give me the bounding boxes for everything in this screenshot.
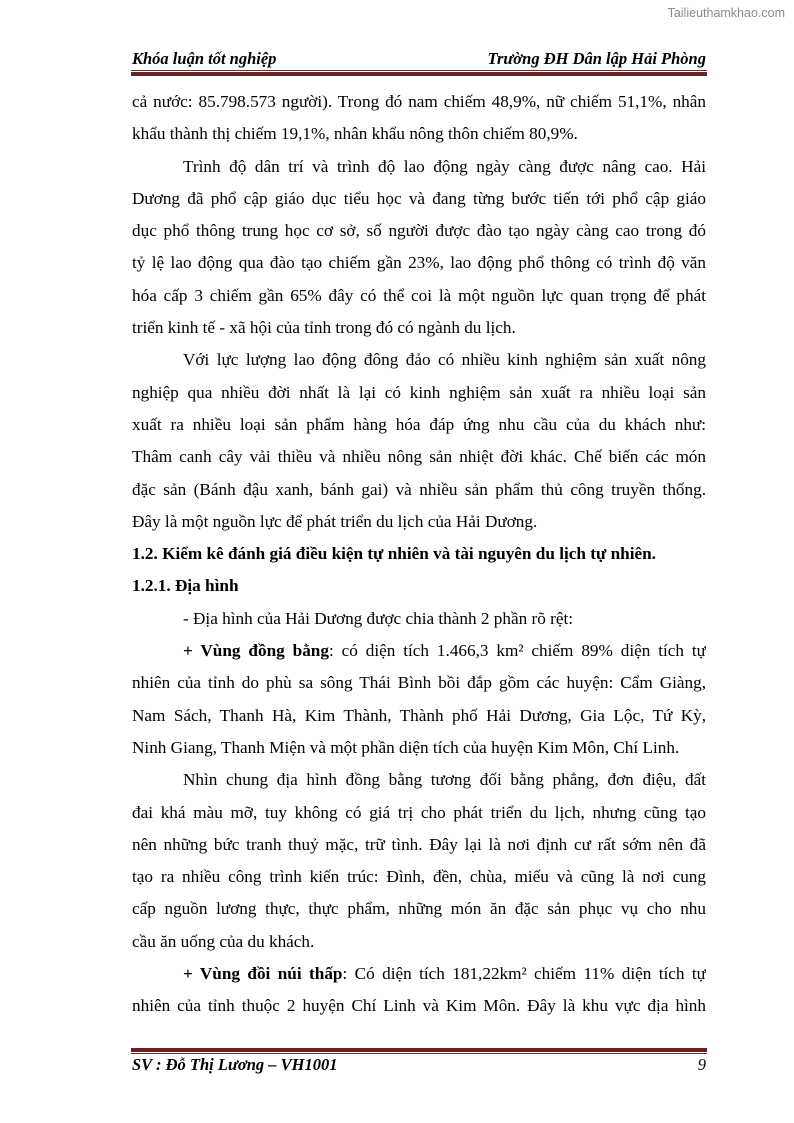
text-line: dục phổ thông trung học cơ sở, số người được đào tạo ngày càng cao trong đó: [132, 221, 706, 241]
document-body: [132, 86, 706, 1023]
text-line: Thâm canh cây vải thiều và nhiều nông sản nhiệt đời khác. Chế biến các món: [132, 447, 706, 467]
text-line: Nhìn chung địa hình đồng bằng tương đối bằng phẳng, đơn điệu, đất: [183, 770, 706, 790]
header-left: Khóa luận tốt nghiệp: [132, 49, 277, 68]
footer-rule-thin: [131, 1053, 707, 1054]
text-line: nhiên của tỉnh do phù sa sông Thái Bình bồi đắp gồm các huyện: Cẩm Giàng,: [132, 673, 706, 693]
section-heading: 1.2.1. Địa hình: [132, 576, 239, 596]
footer-rule-thick: [131, 1048, 707, 1052]
text-line: đai khá màu mỡ, tuy không có giá trị cho phát triển du lịch, nhưng cũng tạo: [132, 802, 706, 822]
text-line: triển kinh tế - xã hội của tỉnh trong đó có ngành du lịch.: [132, 318, 516, 338]
text-line: nghiệp qua nhiều đời nhất là lại có kinh nghiệm sản xuất ra nhiều loại sản: [132, 382, 706, 402]
text-line: Đây là một nguồn lực để phát triển du lịch của Hải Dương.: [132, 511, 538, 531]
text-line: khẩu thành thị chiếm 19,1%, nhân khẩu nông thôn chiếm 80,9%.: [132, 124, 578, 144]
page-footer: [132, 1055, 706, 1075]
header-right: Trường ĐH Dân lập Hải Phòng: [487, 49, 706, 68]
text-line: Với lực lượng lao động đông đảo có nhiều kinh nghiệm sản xuất nông: [183, 350, 706, 370]
text-line: Dương đã phổ cập giáo dục tiểu học và đang từng bước tiến tới phổ cập giáo: [132, 188, 706, 208]
text-line: đặc sản (Bánh đậu xanh, bánh gai) và nhiều sản phẩm thủ công truyền thống.: [132, 479, 706, 499]
text-line: cả nước: 85.798.573 người). Trong đó nam chiếm 48,9%, nữ chiếm 51,1%, nhân: [132, 92, 706, 111]
text-line: cấp nguồn lương thực, thực phẩm, những món ăn đặc sản phục vụ cho nhu: [132, 899, 706, 919]
text-line: Nam Sách, Thanh Hà, Kim Thành, Thành phố Hải Dương, Gia Lộc, Tứ Kỳ,: [132, 705, 706, 725]
text-line: tỷ lệ lao động qua đào tạo chiếm gần 23%, lao động phổ thông có trình độ văn: [132, 253, 706, 273]
bold-term: + Vùng đồi núi thấp: [183, 964, 343, 984]
page-number: 9: [697, 1055, 706, 1074]
text-line: cầu ăn uống của du khách.: [132, 931, 315, 951]
text-line: Trình độ dân trí và trình độ lao động ngày càng được nâng cao. Hải: [183, 156, 706, 176]
line-text: : Có diện tích 181,22km² chiếm 11% diện tích tự: [342, 964, 706, 984]
header-rule-thick: [131, 72, 707, 76]
text-line: nhiên của tỉnh thuộc 2 huyện Chí Linh và Kim Môn. Đây là khu vực địa hình: [132, 996, 706, 1016]
text-line: tạo ra nhiều công trình kiến trúc: Đình, đền, chùa, miếu và cũng là nơi cung: [132, 867, 706, 887]
text-line: [132, 958, 706, 990]
text-line: hóa cấp 3 chiếm gần 65% đây có thể coi là một nguồn lực quan trọng để phát: [132, 285, 706, 305]
section-heading: 1.2. Kiểm kê đánh giá điều kiện tự nhiên và tài nguyên du lịch tự nhiên.: [132, 544, 656, 564]
page-header: [132, 49, 706, 69]
footer-author: SV : Đỗ Thị Lương – VH1001: [132, 1055, 338, 1074]
text-line: xuất ra nhiều loại sản phẩm hàng hóa đáp ứng nhu cầu của du khách như:: [132, 414, 706, 434]
text-line: nên những bức tranh thuỷ mặc, trữ tình. Đây lại là nơi định cư rất sớm nên đã: [132, 834, 706, 854]
text-line: [132, 635, 706, 667]
header-rule-thin: [131, 70, 707, 71]
text-line: Ninh Giang, Thanh Miện và một phần diện tích của huyện Kim Môn, Chí Linh.: [132, 737, 680, 757]
text-line: - Địa hình của Hải Dương được chia thành 2 phần rõ rệt:: [183, 608, 573, 628]
bold-term: + Vùng đồng bằng: [183, 641, 329, 661]
watermark: Tailieuthamkhao.com: [667, 6, 785, 20]
line-text: : có diện tích 1.466,3 km² chiếm 89% diện tích tự: [328, 641, 706, 661]
